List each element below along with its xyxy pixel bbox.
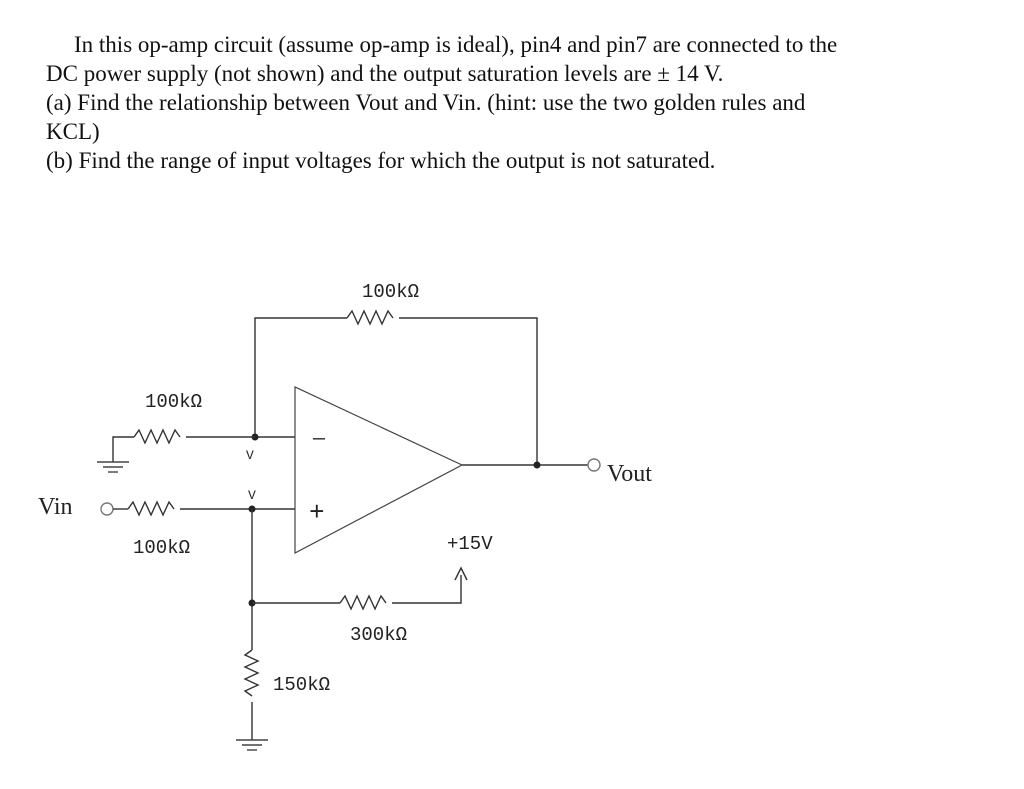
op-amp-symbol	[295, 387, 462, 553]
label-vin: Vin	[38, 494, 73, 520]
output-node	[534, 462, 541, 469]
supply-wire	[392, 575, 461, 603]
feedback-wire-right	[399, 318, 537, 465]
problem-line-2: DC power supply (not shown) and the output saturation levels are ± 14 V.	[46, 61, 724, 86]
resistor-150k	[245, 650, 258, 696]
label-r-feedback: 100kΩ	[362, 281, 420, 303]
ground-bottom	[236, 740, 268, 750]
label-r-vin: 100kΩ	[133, 537, 191, 559]
label-node-plus: V	[248, 488, 256, 503]
label-r-top-input: 100kΩ	[145, 391, 203, 413]
problem-line-3: (a) Find the relationship between Vout and Vin. (hint: use the two golden rules and	[46, 90, 806, 115]
feedback-wire	[255, 318, 347, 437]
label-vout: Vout	[607, 461, 652, 487]
label-supply: +15V	[447, 533, 493, 555]
resistor-vin	[128, 502, 174, 515]
label-r-150k: 150kΩ	[273, 674, 331, 696]
top-input-wire	[113, 437, 134, 462]
label-minus-sign: —	[313, 428, 326, 451]
label-r-300k: 300kΩ	[350, 624, 408, 646]
resistor-300k	[340, 596, 386, 609]
label-plus-sign: +	[309, 498, 325, 528]
problem-line-1: In this op-amp circuit (assume op-amp is ideal), pin4 and pin7 are connected to the	[74, 32, 838, 57]
problem-line-5: (b) Find the range of input voltages for which the output is not saturated.	[46, 148, 716, 173]
vin-terminal	[101, 503, 113, 515]
resistor-top-input	[134, 430, 180, 443]
ground-left	[97, 462, 129, 472]
resistor-feedback	[347, 311, 393, 324]
problem-line-4: KCL)	[46, 119, 100, 144]
label-node-minus: V	[246, 448, 254, 463]
output-terminal	[588, 459, 600, 471]
